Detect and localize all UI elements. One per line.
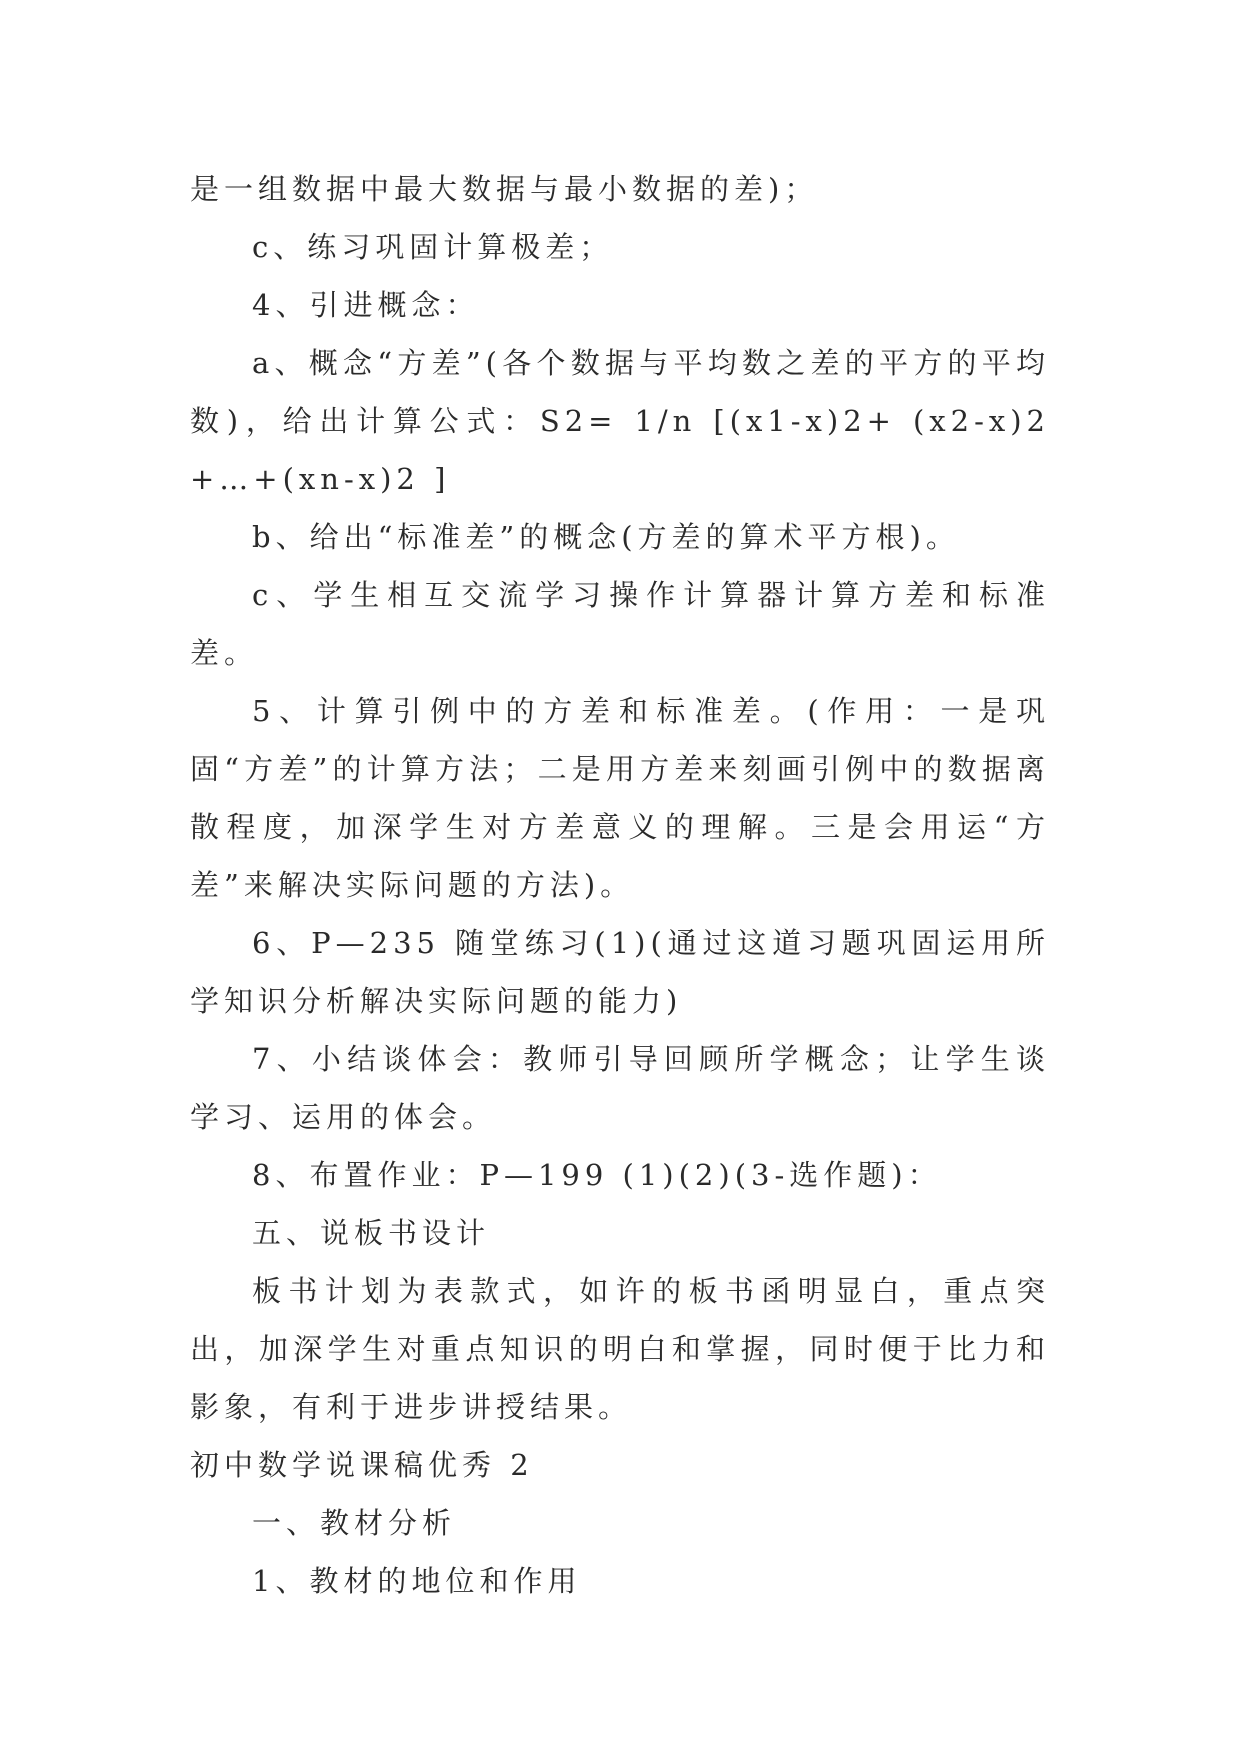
paragraph-classroom-exercise: 6、P—235 随堂练习(1)(通过这道习题巩固运用所学知识分析解决实际问题的能力) (190, 926, 1050, 1018)
section-heading-board-design: 五、说板书设计 (252, 1216, 491, 1250)
paragraph-homework: 8、布置作业：P—199 (1)(2)(3-选作题)： (252, 1158, 942, 1192)
paragraph-range-definition-end: 是一组数据中最大数据与最小数据的差)； (190, 172, 819, 206)
section-heading-textbook-analysis: 一、教材分析 (252, 1506, 457, 1540)
document-body (190, 160, 1050, 1610)
paragraph-standard-deviation: b、给出“标准差”的概念(方差的算术平方根)。 (252, 520, 960, 554)
paragraph-introduce-concepts: 4、引进概念： (252, 288, 480, 322)
document-title: 初中数学说课稿优秀 2 (190, 1448, 534, 1482)
paragraph-variance-concept: a、概念“方差”(各个数据与平均数之差的平方的平均数)，给出计算公式：S2= 1/n [(x1-x)2+ (x2-x)2 +…+(xn-x)2 ] (190, 346, 1050, 496)
paragraph-example-calculation: 5、计算引例中的方差和标准差。(作用：一是巩固“方差”的计算方法；二是用方差来刻画引例中的数据离散程度，加深学生对方差意义的理解。三是会用运“方差”来解决实际问题的方法)。 (190, 694, 1050, 902)
paragraph-summary: 7、小结谈体会：教师引导回顾所学概念；让学生谈学习、运用的体会。 (190, 1042, 1050, 1134)
subheading-role-of-textbook: 1、教材的地位和作用 (252, 1564, 582, 1598)
paragraph-board-design: 板书计划为表款式，如许的板书函明显白，重点突出，加深学生对重点知识的明白和掌握，同时便于比力和影象，有利于进步讲授结果。 (190, 1274, 1050, 1424)
paragraph-calculator-practice: c、学生相互交流学习操作计算器计算方差和标准差。 (190, 578, 1050, 670)
paragraph-range-practice: c、练习巩固计算极差； (252, 230, 614, 264)
